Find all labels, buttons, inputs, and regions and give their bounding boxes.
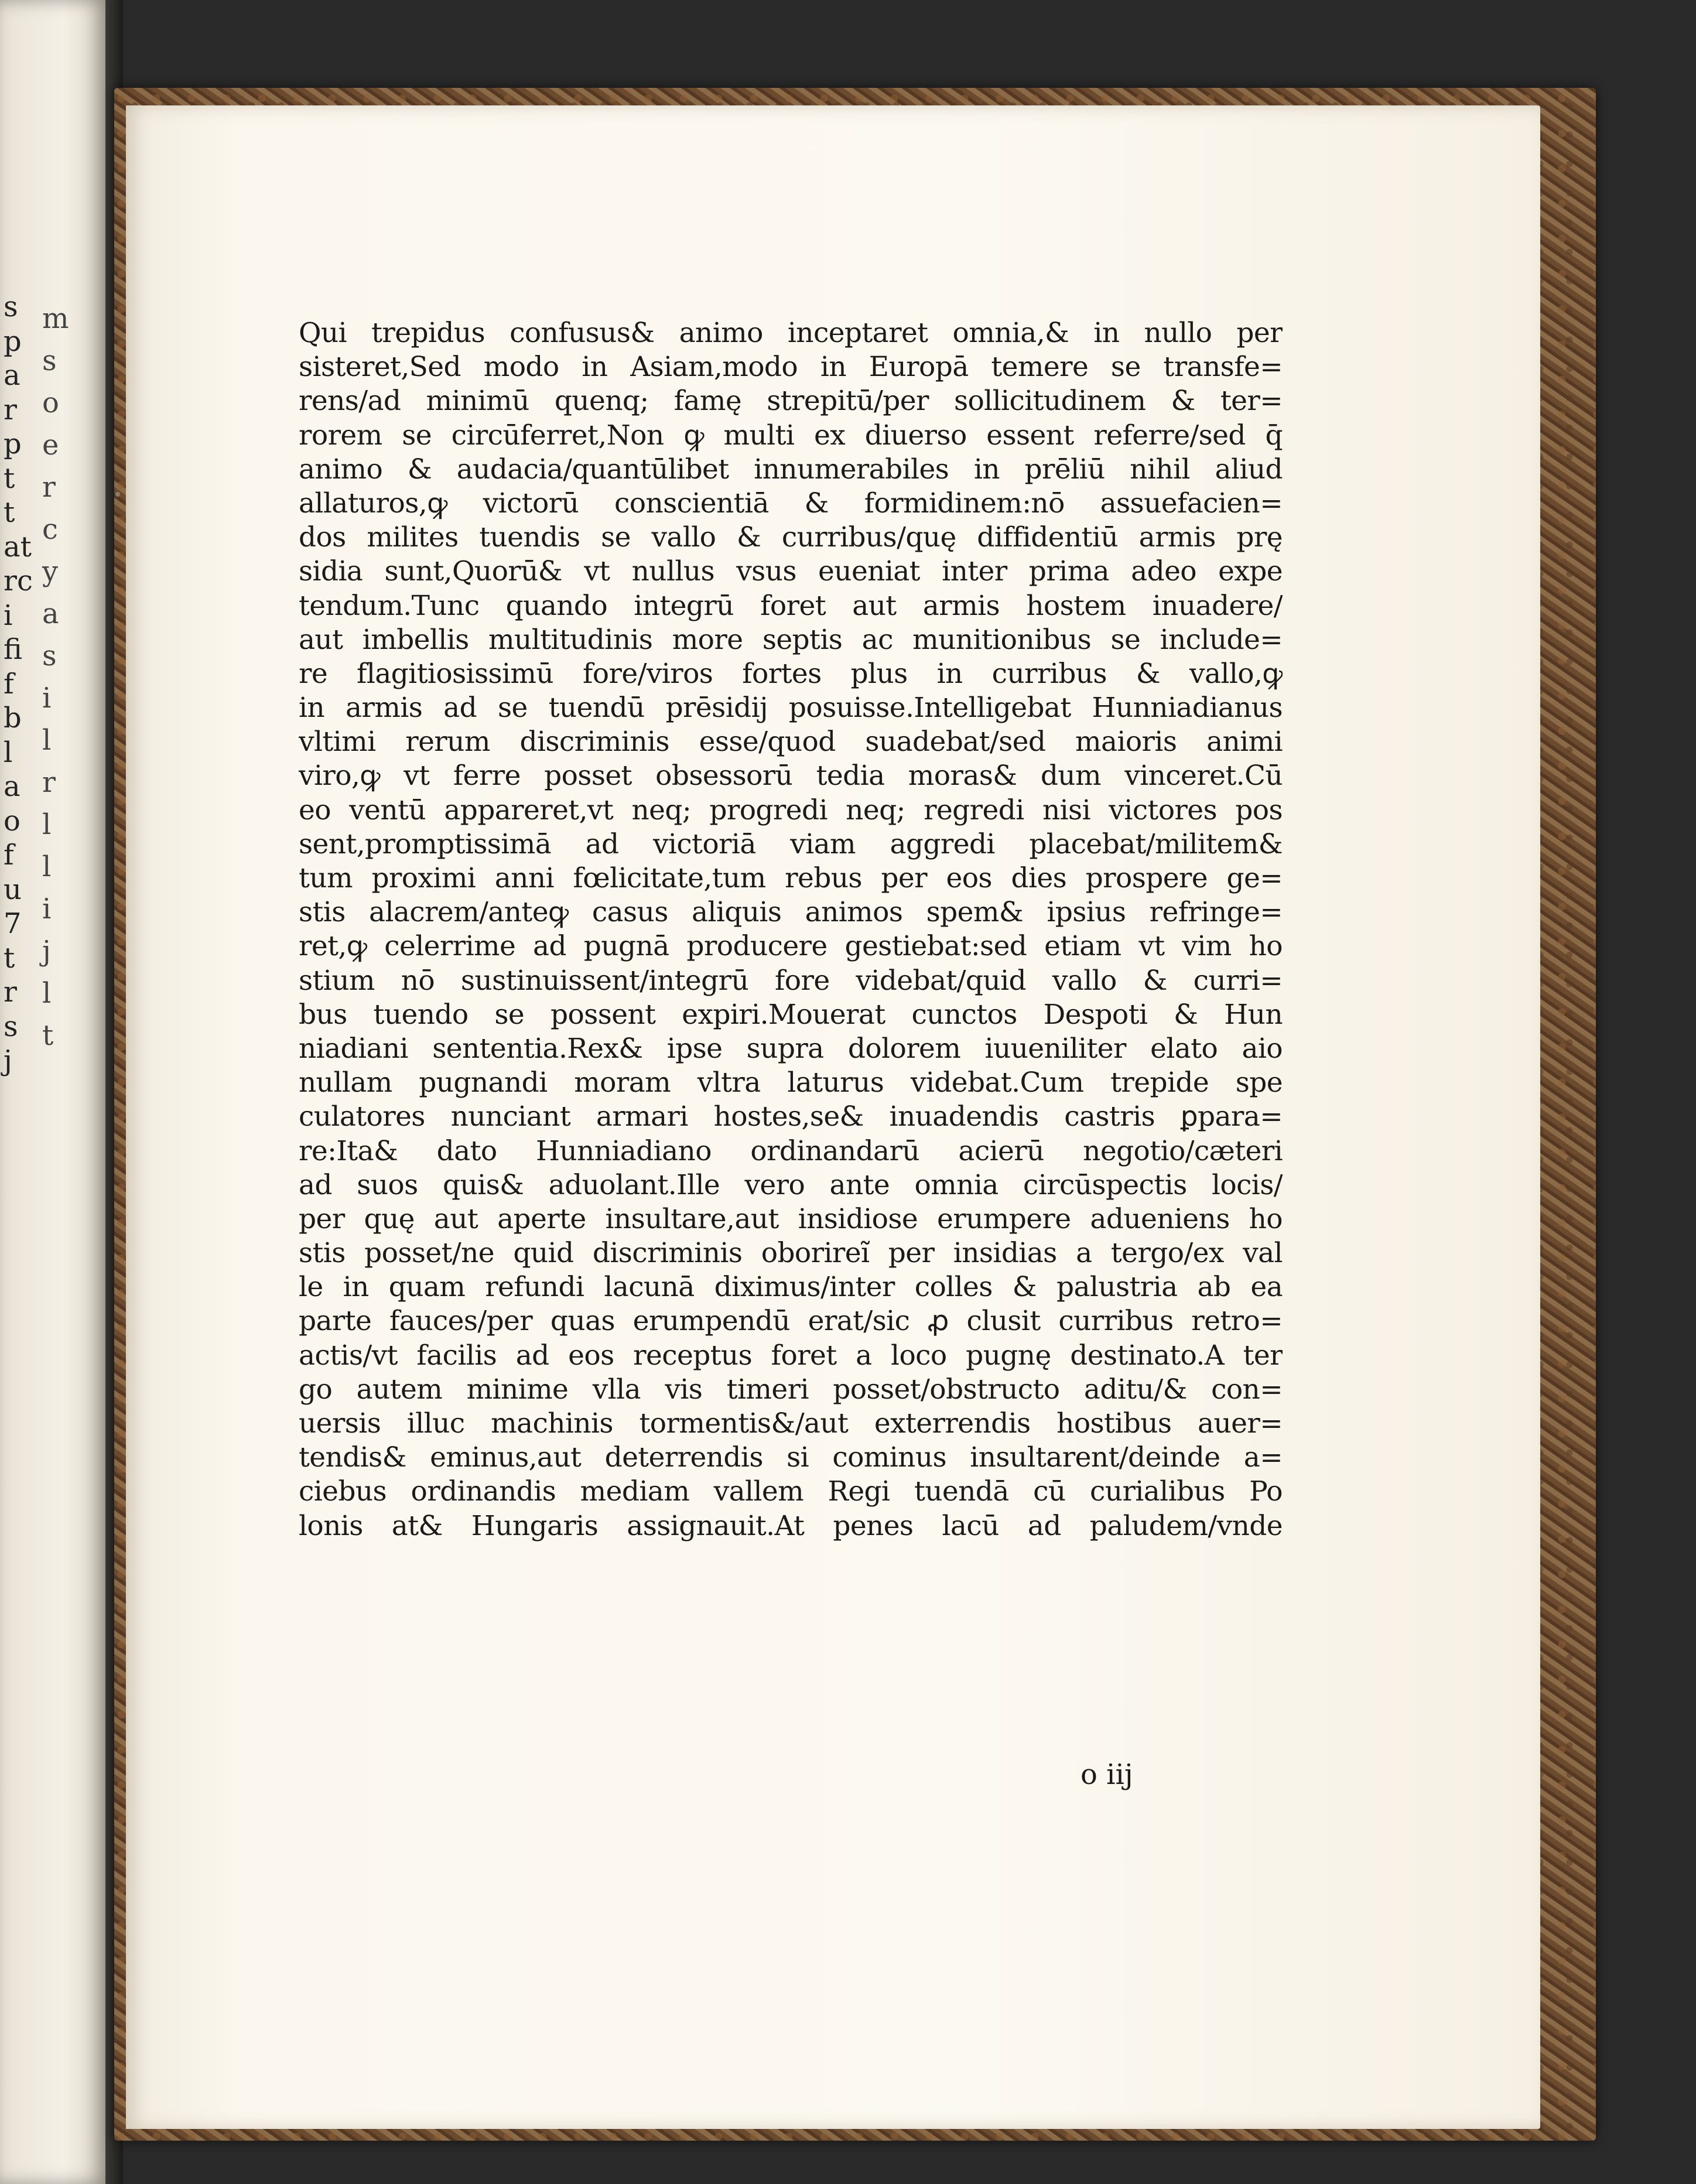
facing-page-fragment: e	[42, 429, 59, 462]
facing-page-fragment: s	[42, 344, 57, 377]
facing-page-fragment: o	[42, 387, 59, 419]
text-line: viro,ꝙ vt ferre posset obsessorū tedia moras& dum vinceret.Cū	[299, 760, 1283, 792]
text-block	[299, 316, 1283, 1543]
text-line: in armis ad se tuendū prēsidij posuisse.Intelligebat Hunniadianus	[299, 692, 1283, 724]
facing-page-fragment: t	[4, 462, 15, 495]
text-line: parte fauces/per quas erumpendū erat/sic ꝓ clusit curribus retro=	[299, 1305, 1283, 1338]
text-line: eo ventū appareret,vt neq; progredi neq; regredi nisi victores pos	[299, 794, 1283, 826]
facing-page-fragment: t	[4, 941, 15, 975]
margin-mark	[115, 492, 120, 497]
facing-page-fragment: r	[42, 766, 56, 799]
text-line: dos milites tuendis se vallo & curribus/quę diffidentiū armis prę	[299, 521, 1283, 554]
text-line: ad suos quis& aduolant.Ille vero ante omnia circūspectis locis/	[299, 1168, 1283, 1201]
text-line: vltimi rerum discriminis esse/quod suadebat/sed maioris animi	[299, 726, 1283, 758]
facing-page-fragment: m	[42, 302, 69, 335]
facing-page-fragment: p	[4, 428, 22, 460]
facing-page-fragment: a	[4, 770, 20, 803]
text-line: tum proximi anni fœlicitate,tum rebus per eos dies prospere ge=	[299, 862, 1283, 894]
text-line: culatores nunciant armari hostes,se& inuadendis castris ꝑpara=	[299, 1100, 1283, 1133]
text-line: ret,ꝙ celerrime ad pugnā producere gestiebat:sed etiam vt vim ho	[299, 930, 1283, 963]
facing-page-fragment: y	[42, 555, 59, 588]
text-line: animo & audacia/quantūlibet innumerabiles in prēliū nihil aliud	[299, 453, 1283, 486]
facing-page-fragment: u	[4, 873, 22, 906]
text-line: actis/vt facilis ad eos receptus foret a loco pugnę destinato.A ter	[299, 1339, 1283, 1372]
facing-page-fragment: rc	[4, 565, 33, 597]
text-line: rens/ad minimū quenq; famę strepitū/per sollicitudinem & ter=	[299, 385, 1283, 418]
facing-page-fragment: at	[4, 530, 32, 563]
text-line: rorem se circūferret,Non ꝙ multi ex diuerso essent referre/sed q̄	[299, 419, 1283, 452]
text-line: ciebus ordinandis mediam vallem Regi tuendā cū curialibus Po	[299, 1475, 1283, 1508]
facing-page-fragment: s	[4, 290, 18, 323]
facing-page-fragment: i	[4, 599, 13, 632]
facing-page-fragment: fi	[4, 633, 23, 666]
facing-page-fragment: a	[4, 359, 20, 392]
facing-page-fragment: i	[42, 682, 52, 715]
facing-page-fragment: l	[42, 724, 52, 757]
text-line: Qui trepidus confusus& animo inceptaret omnia,& in nullo per	[299, 317, 1283, 349]
facing-page-fragment: f	[4, 839, 14, 871]
facing-page-fragment: b	[4, 702, 22, 734]
facing-page-fragment: l	[42, 808, 52, 841]
facing-page-fragment: f	[4, 667, 14, 700]
facing-page-fragment: a	[42, 597, 59, 630]
facing-page-fragment: 7	[4, 907, 22, 940]
facing-page-fragment: r	[42, 471, 56, 504]
text-line: le in quam refundi lacunā diximus/inter colles & palustria ab ea	[299, 1271, 1283, 1304]
facing-page-fragment: c	[42, 513, 58, 546]
signature-mark: o iij	[1080, 1758, 1133, 1791]
text-line: per quę aut aperte insultare,aut insidiose erumpere adueniens ho	[299, 1202, 1283, 1235]
facing-page-fragment: j	[4, 1044, 12, 1077]
text-line: sisteret,Sed modo in Asiam,modo in Europā temere se transfe=	[299, 351, 1283, 384]
facing-page-fragment: t	[42, 1019, 54, 1052]
text-line: tendum.Tunc quando integrū foret aut armis hostem inuadere/	[299, 589, 1283, 622]
text-line: sidia sunt,Quorū& vt nullus vsus eueniat inter prima adeo expe	[299, 555, 1283, 588]
text-line: stis posset/ne quid discriminis oborireĩ per insidias a tergo/ex val	[299, 1237, 1283, 1270]
facing-page-fragment: t	[4, 496, 15, 529]
facing-page-fragment: o	[4, 804, 20, 838]
facing-page-fragment: j	[42, 935, 51, 968]
text-line: bus tuendo se possent expiri.Mouerat cunctos Despoti & Hun	[299, 998, 1283, 1031]
text-line: nullam pugnandi moram vltra laturus videbat.Cum trepide spe	[299, 1067, 1283, 1099]
text-line: stis alacrem/anteꝙ casus aliquis animos spem& ipsius refringe=	[299, 896, 1283, 929]
facing-page-fragment: i	[42, 893, 52, 925]
text-line: re flagitiosissimū fore/viros fortes plus in curribus & vallo,ꝙ	[299, 657, 1283, 690]
text-line: allaturos,ꝙ victorū conscientiā & formidinem:nō assuefacien=	[299, 487, 1283, 519]
facing-page-edge	[0, 0, 105, 2184]
text-line: go autem minime vlla vis timeri posset/obstructo aditu/& con=	[299, 1373, 1283, 1406]
text-line: re:Ita& dato Hunniadiano ordinandarū acierū negotio/cæteri	[299, 1134, 1283, 1167]
text-line: niadiani sententia.Rex& ipse supra dolorem iuueniliter elato aio	[299, 1032, 1283, 1065]
facing-page-fragment: p	[4, 324, 22, 358]
text-line: lonis at& Hungaris assignauit.At penes lacū ad paludem/vnde	[299, 1509, 1283, 1542]
text-line: tendis& eminus,aut deterrendis si cominus insultarent/deinde a=	[299, 1441, 1283, 1474]
facing-page-fragment: s	[4, 1010, 18, 1043]
facing-page-fragment: l	[4, 736, 13, 769]
facing-page-fragment: r	[4, 976, 17, 1009]
facing-page-fragment: s	[42, 640, 57, 672]
text-line: sent,promptissimā ad victoriā viam aggredi placebat/militem&	[299, 828, 1283, 860]
text-line: stium nō sustinuissent/integrū fore videbat/quid vallo & curri=	[299, 964, 1283, 997]
facing-page-fragment: r	[4, 393, 17, 426]
text-line: aut imbellis multitudinis more septis ac munitionibus se include=	[299, 623, 1283, 656]
facing-page-fragment: l	[42, 850, 52, 883]
text-line: uersis illuc machinis tormentis&/aut exterrendis hostibus auer=	[299, 1407, 1283, 1440]
facing-page-fragment: l	[42, 977, 52, 1010]
